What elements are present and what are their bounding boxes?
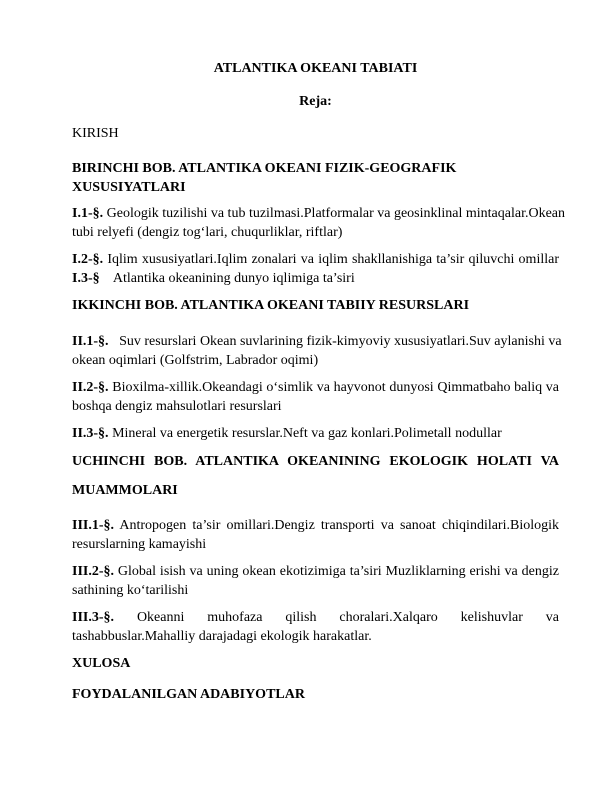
section-number: III.3-§. <box>72 610 115 625</box>
section-3-2-line1 <box>72 563 559 581</box>
chapter-1-heading-cont: XUSUSIYATLARI <box>72 180 186 195</box>
section-3-3-line1 <box>72 609 559 627</box>
section-text: Geologik tuzilishi va tub tuzilmasi.Platformalar va geosinklinal mintaqalar.Okean <box>106 206 566 221</box>
section-2-3 <box>72 425 559 443</box>
plan-label: Reja: <box>299 94 332 109</box>
chapter-2-heading: IKKINCHI BOB. ATLANTIKA OKEANI TABIIY RESURSLARI <box>72 298 470 313</box>
chapter-1-heading: BIRINCHI BOB. ATLANTIKA OKEANI FIZIK-GEOGRAFIK <box>72 161 457 176</box>
references-heading: FOYDALANILGAN ADABIYOTLAR <box>72 687 305 702</box>
section-1-1-line1 <box>72 205 566 223</box>
section-number: II.3-§. <box>72 426 109 441</box>
section-1-3 <box>72 270 559 288</box>
section-number: I.3-§ <box>72 271 100 286</box>
section-text: Iqlim xususiyatlari.Iqlim zonalari va iqlim shakllanishiga ta’sir qiluvchi omillar <box>107 252 559 267</box>
section-text: Global isish va uning okean ekotizimiga ta’siri Muzliklarning erishi va dengiz <box>117 564 559 579</box>
section-2-1-line1 <box>72 333 562 351</box>
section-number: I.2-§. <box>72 252 104 267</box>
section-2-2-line1 <box>72 379 559 397</box>
section-text: Suv resurslari Okean suvlarining fizik-kimyoviy xususiyatlari.Suv aylanishi va <box>119 334 562 349</box>
document-page <box>72 0 566 792</box>
section-number: III.1-§. <box>72 518 115 533</box>
section-number: III.2-§. <box>72 564 115 579</box>
section-text: Okeanni muhofaza qilish choralari.Xalqaro kelishuvlar va <box>136 610 560 625</box>
section-number: II.2-§. <box>72 380 109 395</box>
chapter-3-heading: UCHINCHI BOB. ATLANTIKA OKEANINING EKOLOGIK HOLATI VA <box>72 454 559 469</box>
conclusion-heading: XULOSA <box>72 656 131 671</box>
section-3-2-line2: sathining ko‘tarilishi <box>72 583 189 598</box>
chapter-3-heading-cont: MUAMMOLARI <box>72 483 178 498</box>
section-text: Bioxilma-xillik.Okeandagi o‘simlik va hayvonot dunyosi Qimmatbaho baliq va <box>112 380 559 395</box>
intro-heading: KIRISH <box>72 126 119 141</box>
section-3-1-line2: resurslarning kamayishi <box>72 537 207 552</box>
section-3-3-line2: tashabbuslar.Mahalliy darajadagi ekologik harakatlar. <box>72 629 372 644</box>
section-2-2-line2: boshqa dengiz mahsulotlari resurslari <box>72 399 282 414</box>
section-text: Mineral va energetik resurslar.Neft va gaz konlari.Polimetall nodullar <box>112 426 502 441</box>
section-1-2-line1 <box>72 251 559 269</box>
document-title: ATLANTIKA OKEANI TABIATI <box>213 61 418 76</box>
section-1-1-line2: tubi relyefi (dengiz tog‘lari, chuqurliklar, riftlar) <box>72 225 343 240</box>
section-3-1-line1 <box>72 517 559 535</box>
section-text: Antropogen ta’sir omillari.Dengiz transporti va sanoat chiqindilari.Biologik <box>119 518 559 533</box>
section-number: I.1-§. <box>72 206 104 221</box>
section-text: Atlantika okeanining dunyo iqlimiga ta’siri <box>112 271 355 286</box>
section-number: II.1-§. <box>72 334 109 349</box>
section-2-1-line2: okean oqimlari (Golfstrim, Labrador oqimi) <box>72 353 319 368</box>
